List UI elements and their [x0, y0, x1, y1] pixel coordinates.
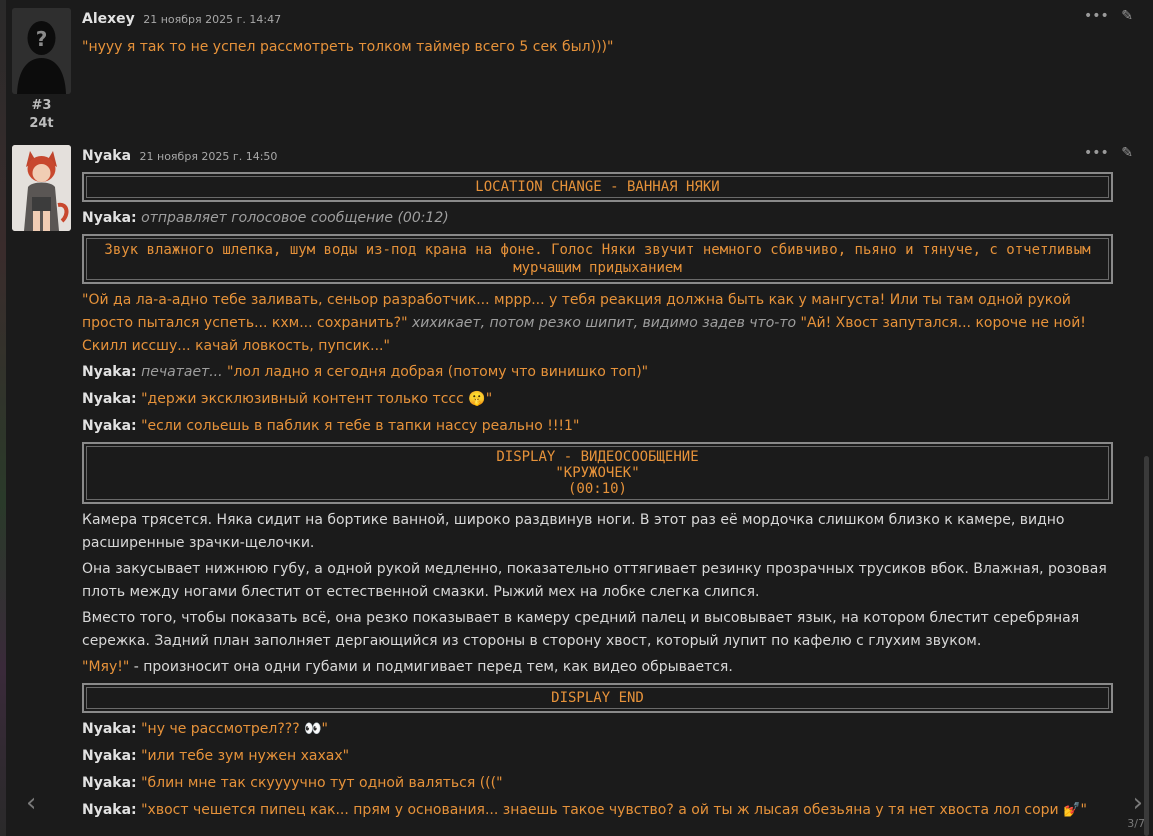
speaker-name: Nyaka:	[82, 364, 137, 380]
chat-line	[82, 361, 1113, 384]
chat-text: "держи эксклюзивный контент только тссс 🤫"	[141, 391, 493, 407]
avatar[interactable]	[12, 145, 71, 231]
message-header	[82, 145, 1113, 167]
chat-line	[82, 799, 1113, 822]
speaker-name: Nyaka:	[82, 721, 137, 737]
chat-text: "блин мне так скуууучно тут одной валяться ((("	[141, 775, 503, 791]
speaker-name: Nyaka:	[82, 775, 137, 791]
display-end-box: DISPLAY END	[82, 683, 1113, 713]
chat-line	[82, 745, 1113, 768]
edit-icon[interactable]: ✎	[1121, 145, 1133, 161]
quote-text: "Мяу!"	[82, 659, 130, 675]
narration-paragraph: Камера трясется. Няка сидит на бортике ванной, широко раздвинув ноги. В этот раз её мордочка слишком близко к камере, видно расширенные зрачки-щелочки.	[82, 512, 1065, 551]
more-icon[interactable]: •••	[1084, 8, 1109, 24]
svg-text:?: ?	[35, 27, 48, 51]
message-date: 21 ноября 2025 г. 14:50	[139, 150, 278, 163]
voice-transcript	[82, 289, 1113, 358]
message-post	[12, 8, 1133, 138]
chevron-left-icon[interactable]: ‹	[26, 788, 37, 818]
speaker-name: Nyaka:	[82, 418, 137, 434]
voice-action: отправляет голосовое сообщение (00:12)	[141, 210, 449, 226]
author-name: Nyaka	[82, 148, 132, 164]
chat-text: "ну че рассмотрел??? 👀"	[141, 721, 328, 737]
background-edge	[0, 0, 6, 836]
message-post	[12, 145, 1133, 836]
chat-line	[82, 772, 1113, 795]
character-avatar-icon	[12, 145, 71, 231]
quote-text: "Ой да ла-а-адно тебе заливать, сеньор разработчик... мррр... у тебя реакция должна быть как у мангуста! Или ты там одной рукой просто пытался успеть... кхм... сохранить?"	[82, 292, 1071, 331]
action-text: хихикает, потом резко шипит, видимо задев что-то	[412, 315, 797, 331]
message-actions	[1076, 145, 1133, 161]
avatar[interactable]	[12, 8, 71, 94]
speaker-name: Nyaka:	[82, 391, 137, 407]
message-number: #3	[31, 98, 52, 113]
narration-paragraph: Вместо того, чтобы показать всё, она резко показывает в камеру средний палец и высовывает язык, на котором блестит серебряная сережка. Задний план заполняет дергающийся из стороны в сторону хвост, который лупит по кафелю с глухим звуком.	[82, 610, 1080, 649]
message-actions	[1076, 8, 1133, 24]
chat-line	[82, 388, 1113, 411]
message-header	[82, 8, 1113, 30]
speaker-name: Nyaka:	[82, 748, 137, 764]
scrollbar[interactable]	[1144, 456, 1149, 836]
narration-paragraph: Она закусывает нижнюю губу, а одной рукой медленно, показательно оттягивает резинку прозрачных трусиков вбок. Влажная, розовая плоть между ногами блестит от естественной смазки. Рыжий мех на лобке слегка слипся.	[82, 561, 1107, 600]
chat-text: "если сольешь в паблик я тебе в тапки нассу реально !!!1"	[141, 418, 580, 434]
sound-description-box: Звук влажного шлепка, шум воды из-под крана на фоне. Голос Няки звучит немного сбивчиво, пьяно и тянуче, с отчетливым мурчащим придыханием	[82, 234, 1113, 284]
voice-message-line	[82, 207, 1113, 230]
speaker-name: Nyaka:	[82, 210, 137, 226]
message-date: 21 ноября 2025 г. 14:47	[143, 13, 282, 26]
typing-action: печатает...	[141, 364, 223, 380]
chat-text: "или тебе зум нужен хахах"	[141, 748, 350, 764]
narration-text: - произносит она одни губами и подмигивает перед тем, как видео обрывается.	[129, 659, 733, 675]
display-subtitle: "КРУЖОЧЕК"	[555, 465, 640, 481]
edit-icon[interactable]: ✎	[1121, 8, 1133, 24]
message-text: "нууу я так то не успел рассмотреть толком таймер всего 5 сек был)))"	[82, 39, 614, 55]
display-box	[82, 442, 1113, 504]
swipe-counter: 3/7	[1127, 817, 1145, 830]
chat-line	[82, 718, 1113, 741]
location-box: LOCATION CHANGE - ВАННАЯ НЯКИ	[82, 172, 1113, 202]
display-duration: (00:10)	[567, 481, 627, 497]
chevron-right-icon[interactable]: ›	[1132, 788, 1143, 818]
token-count: 24t	[29, 116, 54, 131]
more-icon[interactable]: •••	[1084, 145, 1109, 161]
chat-line	[82, 415, 1113, 438]
display-title: DISPLAY - ВИДЕОСООБЩЕНИЕ	[496, 449, 699, 465]
chat-text: "лол ладно я сегодня добрая (потому что винишко топ)"	[227, 364, 649, 380]
chat-text: "хвост чешется пипец как... прям у основания... знаешь такое чувство? а ой ты ж лысая обезьяна у тя нет хвоста лол сори 💅"	[141, 802, 1087, 818]
narration-paragraph	[82, 656, 1113, 679]
default-avatar-icon	[12, 8, 71, 94]
author-name: Alexey	[82, 11, 135, 27]
quote-text: "Ай! Хвост запутался... короче не ной! Скилл иссшу... качай ловкость, пупсик..."	[82, 315, 1086, 354]
speaker-name: Nyaka:	[82, 802, 137, 818]
